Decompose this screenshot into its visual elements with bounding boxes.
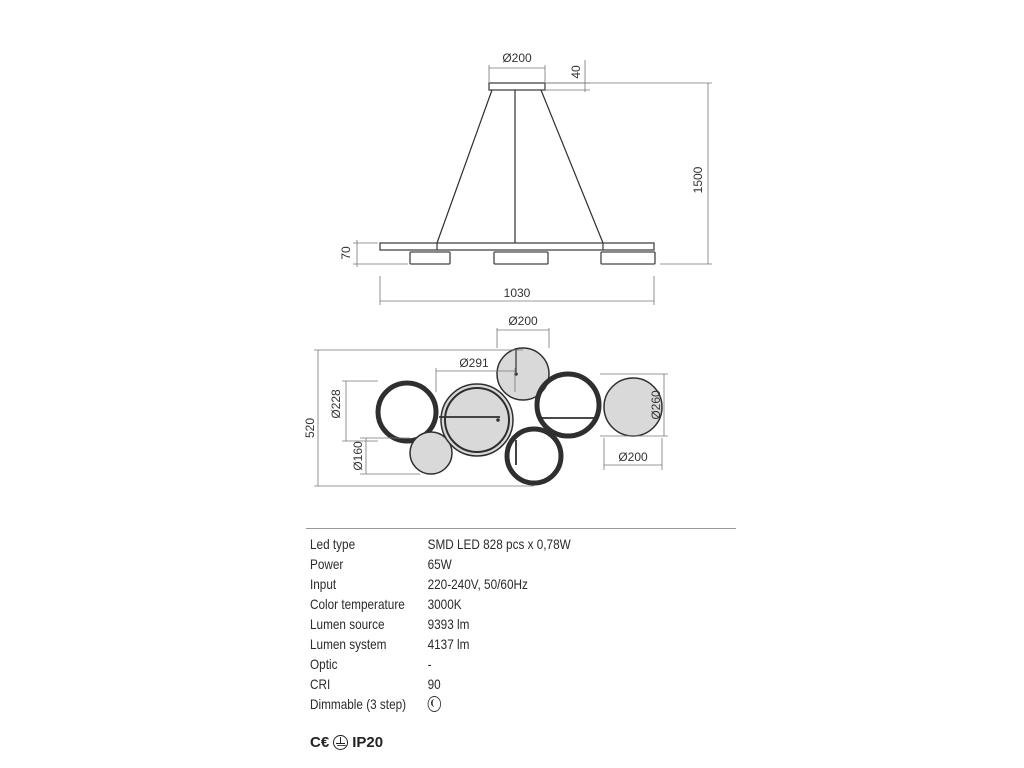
dim-large-disc: Ø291 bbox=[459, 356, 489, 370]
disc-large bbox=[441, 384, 513, 456]
dim-right-ring: Ø260 bbox=[649, 390, 663, 420]
ce-mark: C€ bbox=[310, 734, 330, 751]
spec-row-color-temperature bbox=[310, 594, 571, 614]
spec-value: 220-240V, 50/60Hz bbox=[427, 576, 528, 592]
spec-row-power bbox=[310, 554, 571, 574]
spec-label: Color temperature bbox=[310, 596, 405, 612]
spec-row-dimmable bbox=[310, 694, 571, 714]
spec-row-optic bbox=[310, 654, 571, 674]
dim-top-diameter: Ø200 bbox=[502, 51, 532, 65]
spec-row-input bbox=[310, 574, 571, 594]
luminaire-body-top bbox=[380, 243, 654, 250]
spec-label: Power bbox=[310, 556, 344, 572]
suspension-wire-left bbox=[437, 90, 492, 243]
spec-label: Input bbox=[310, 576, 337, 592]
spec-value: 65W bbox=[427, 556, 452, 572]
certification-marks bbox=[310, 734, 383, 751]
spec-value: 3000K bbox=[427, 596, 462, 612]
spec-value: - bbox=[427, 656, 432, 672]
suspension-wire-right bbox=[541, 90, 603, 243]
dim-total-height: 1500 bbox=[691, 166, 705, 194]
spec-value bbox=[428, 694, 441, 714]
disc-right-side bbox=[601, 252, 655, 264]
spec-label: Lumen system bbox=[310, 636, 387, 652]
class-1-earth-icon bbox=[333, 735, 348, 750]
spec-divider bbox=[306, 528, 736, 529]
spec-label: CRI bbox=[310, 676, 331, 692]
dim-top-disc: Ø200 bbox=[508, 314, 538, 328]
plan-view bbox=[303, 314, 668, 486]
spec-row-cri bbox=[310, 674, 571, 694]
spec-row-led-type bbox=[310, 534, 571, 554]
spec-table bbox=[310, 534, 571, 714]
ring-right bbox=[537, 374, 599, 436]
dim-canopy-height: 40 bbox=[569, 65, 583, 79]
dimmable-icon bbox=[428, 696, 441, 712]
dim-width: 1030 bbox=[503, 286, 531, 300]
spec-label: Dimmable (3 step) bbox=[310, 696, 407, 712]
disc-left-side bbox=[410, 252, 450, 264]
dim-small-disc: Ø160 bbox=[351, 441, 365, 471]
spec-row-lumen-system bbox=[310, 634, 571, 654]
dim-depth: 520 bbox=[303, 417, 317, 439]
dim-body-height: 70 bbox=[339, 246, 353, 260]
dim-left-ring: Ø228 bbox=[329, 389, 343, 419]
disc-center-side bbox=[494, 252, 548, 264]
side-view bbox=[339, 51, 712, 305]
spec-label: Led type bbox=[310, 536, 356, 552]
ip-rating: IP20 bbox=[352, 734, 384, 751]
spec-row-lumen-source bbox=[310, 614, 571, 634]
spec-label: Lumen source bbox=[310, 616, 385, 632]
spec-value: 9393 lm bbox=[427, 616, 470, 632]
ceiling-canopy bbox=[489, 83, 545, 90]
spec-value: 4137 lm bbox=[427, 636, 470, 652]
spec-value: SMD LED 828 pcs x 0,78W bbox=[427, 536, 571, 552]
dim-right-disc: Ø200 bbox=[618, 450, 648, 464]
spec-value: 90 bbox=[427, 676, 441, 692]
spec-label: Optic bbox=[310, 656, 338, 672]
